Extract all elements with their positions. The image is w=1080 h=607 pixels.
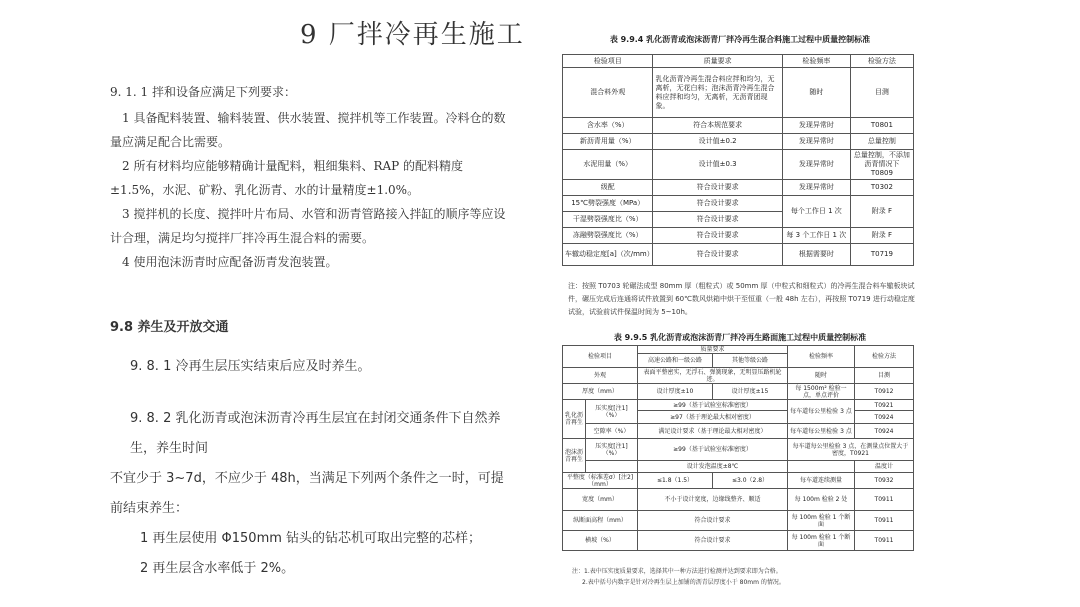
header-cell: 检验频率: [782, 55, 850, 68]
cell: ≤1.8（1.5）: [638, 473, 713, 489]
cell: 发现异常时: [782, 134, 850, 150]
cell: 水泥用量（%）: [563, 150, 653, 180]
cell: 每车道每公里检验 3 点，在测量点位置大于密度，T0921: [788, 439, 914, 461]
table-row: [563, 511, 914, 531]
cell: 总量控制: [850, 134, 913, 150]
cell: T0801: [850, 118, 913, 134]
cell: T0911: [855, 511, 914, 531]
cell: T0924: [855, 424, 914, 439]
cell: 混合料外观: [563, 68, 653, 118]
header-cell: 其他等级公路: [713, 354, 788, 368]
cell: 附录 F: [850, 196, 913, 228]
cell: 设计值±0.3: [653, 150, 782, 180]
paragraph-9-8-1: 9. 8. 1 冷再生层压实结束后应及时养生。: [130, 359, 371, 374]
cell: T0924: [855, 411, 914, 424]
condition-2: 2 再生层含水率低于 2%。: [140, 561, 295, 576]
cell: 随时: [788, 368, 855, 384]
table-row: [563, 531, 914, 551]
cell: 设计厚度±15: [713, 384, 788, 400]
cell: ≥99（基于试验室标准密度）: [638, 400, 788, 411]
cell: ≥99（基于试验室标准密度）: [638, 439, 788, 461]
note-line: 注：1.表中压实度质量要求，选择其中一种方法进行检测并达到要求即为合格。: [572, 568, 782, 575]
cell: 平整度（标准差σ）[注2]（mm）: [563, 473, 638, 489]
cell: 空隙率（%）: [586, 424, 638, 439]
table-row: [563, 244, 914, 266]
cell: 每 1500m² 检验一点，单点评价: [788, 384, 855, 400]
cell: 冻融劈裂强度比（%）: [563, 228, 653, 244]
cell: 乳化沥青冷再生混合料应拌和均匀，无离析，无花白料；泡沫沥青冷再生混合料应拌和均匀，无离析，无沥青团现象。: [653, 68, 782, 118]
header-cell: 检验方法: [855, 346, 914, 368]
header-cell: 质量要求: [638, 346, 788, 354]
cell: 乳化沥青再生: [563, 400, 586, 439]
cell: 符合设计要求: [653, 228, 782, 244]
cell: 宽度（mm）: [563, 489, 638, 511]
cell: ≥97（基于理论最大相对密度）: [638, 411, 788, 424]
header-cell: 高速公路和一级公路: [638, 354, 713, 368]
section-heading: 9. 1. 1 拌和设备应满足下列要求：: [110, 85, 296, 99]
cell: 压实度[注1]（%）: [586, 439, 638, 461]
cell: 满足设计要求（基于理论最大相对密度）: [638, 424, 788, 439]
table-9-9-5: [562, 345, 914, 551]
table-row: [563, 150, 914, 180]
paragraph-9-8-2-line1: 9. 8. 2 乳化沥青或泡沫沥青冷再生层宜在封闭交通条件下自然养生，养生时间: [130, 411, 501, 456]
table-row: [563, 134, 914, 150]
cell: 每 100m 检验 2 处: [788, 489, 855, 511]
list-item: 4 使用泡沫沥青时应配备沥青发泡装置。: [122, 255, 338, 269]
table-9-9-4-note: 注：按照 T0703 轮碾法成型 80mm 厚（粗粒式）或 50mm 厚（中粒式和细粒式）的冷再生混合料车辙板块试件，碾压完成后连通将试件放置到 60℃数风烘箱中烘干至恒重（一般 48h 左右），再按照 T0719 进行动稳定度试验，试验前试件保温时间为 5~10h。: [568, 282, 915, 316]
table-9-9-5-caption: 表 9.9.5 乳化沥青或泡沫沥青厂拌冷再生路面施工过程中质量控制标准: [613, 333, 867, 342]
paragraph-9-8-2-line2: 不宜少于 3~7d，不应少于 48h，当满足下列两个条件之一时，可提前结束养生：: [110, 471, 504, 516]
cell: 温度计: [855, 461, 914, 473]
table-9-9-4: [562, 54, 914, 266]
section-9-8: [110, 352, 510, 584]
cell: T0302: [850, 180, 913, 196]
header-cell: 检验项目: [563, 346, 638, 368]
cell: 级配: [563, 180, 653, 196]
cell: 纵断面高程（mm）: [563, 511, 638, 531]
table-row: [563, 439, 914, 461]
section-9-1-1: [110, 80, 515, 274]
header-cell: 检验项目: [563, 55, 653, 68]
list-item: 3 搅拌机的长度、搅拌叶片布局、水管和沥青管路接入拌缸的顺序等应设计合理，满足均匀搅拌厂拌冷再生混合料的需要。: [110, 207, 506, 245]
cell: 表面平整密实，无浮石、弹簧现象，无明显压路机轮迹。: [638, 368, 788, 384]
condition-1: 1 再生层使用 Φ150mm 钻头的钻芯机可取出完整的芯样；: [140, 531, 482, 546]
cell: 15℃劈裂强度（MPa）: [563, 196, 653, 212]
cell: 符合设计要求: [653, 196, 782, 212]
section-9-8-title: 9.8 养生及开放交通: [110, 320, 229, 335]
cell: 总量控制，不添加沥青情况下 T0809: [850, 150, 913, 180]
list-item: 1 具备配料装置、输料装置、供水装置、搅拌机等工作装置。冷料仓的数量应满足配合比需要。: [110, 111, 506, 149]
cell: 车辙动稳定度[a]（次/mm）: [563, 244, 653, 266]
table-row: [563, 489, 914, 511]
table-9-9-4-caption: 表 9.9.4 乳化沥青或泡沫沥青厂拌冷再生混合料施工过程中质量控制标准: [609, 35, 871, 44]
cell: 符合本规范要求: [653, 118, 782, 134]
cell: 设计值±0.2: [653, 134, 782, 150]
cell: 设计发泡温度±8℃: [638, 461, 788, 473]
cell: 目测: [855, 368, 914, 384]
header-cell: 质量要求: [653, 55, 782, 68]
table-header-row: [563, 346, 914, 354]
table-row: [563, 424, 914, 439]
cell: 发现异常时: [782, 180, 850, 196]
cell: 随时: [782, 68, 850, 118]
table-row: [563, 473, 914, 489]
table-row: [563, 180, 914, 196]
cell: 每车道每公里检验 3 点: [788, 424, 855, 439]
cell: ≤3.0（2.8）: [713, 473, 788, 489]
cell: 含水率（%）: [563, 118, 653, 134]
table-9-9-5-notes: [572, 566, 917, 588]
cell: 每车道连续测量: [788, 473, 855, 489]
cell: 符合设计要求: [638, 511, 788, 531]
table-header-row: [563, 55, 914, 68]
cell: 厚度（mm）: [563, 384, 638, 400]
cell: 每 100m 检验 1 个断面: [788, 511, 855, 531]
cell: 发现异常时: [782, 150, 850, 180]
cell: 每车道每公里检验 3 点: [788, 400, 855, 424]
cell: 附录 F: [850, 228, 913, 244]
table-row: [563, 228, 914, 244]
cell: 横坡（%）: [563, 531, 638, 551]
page-title: 9 厂拌冷再生施工: [300, 20, 525, 50]
table-row: [563, 368, 914, 384]
table-row: [563, 384, 914, 400]
cell: T0932: [855, 473, 914, 489]
cell: 符合设计要求: [653, 244, 782, 266]
cell: 符合设计要求: [638, 531, 788, 551]
cell: 每个工作日 1 次: [782, 196, 850, 228]
cell: 压实度[注1]（%）: [586, 400, 638, 424]
cell: T0921: [855, 400, 914, 411]
cell: T0911: [855, 489, 914, 511]
list-item: 2 所有材料均应能够精确计量配料，粗细集料、RAP 的配料精度±1.5%，水泥、矿粉、乳化沥青、水的计量精度±1.0%。: [110, 159, 464, 197]
cell: 新沥青用量（%）: [563, 134, 653, 150]
cell: 泡沫沥青再生: [563, 439, 586, 473]
table-row: [563, 196, 914, 212]
cell: 目测: [850, 68, 913, 118]
header-cell: 检验频率: [788, 346, 855, 368]
table-row: [563, 68, 914, 118]
cell: T0719: [850, 244, 913, 266]
cell: 符合设计要求: [653, 180, 782, 196]
cell: 干湿劈裂强度比（%）: [563, 212, 653, 228]
table-row: [563, 118, 914, 134]
note-line: 2.表中括号内数字是针对冷再生层上加铺的沥青层厚度小于 80mm 的情况。: [582, 579, 785, 586]
header-cell: 检验方法: [850, 55, 913, 68]
cell: T0911: [855, 531, 914, 551]
cell: 外观: [563, 368, 638, 384]
cell: T0912: [855, 384, 914, 400]
table-row: [563, 461, 914, 473]
cell: 发现异常时: [782, 118, 850, 134]
cell: 每 3 个工作日 1 次: [782, 228, 850, 244]
cell: 符合设计要求: [653, 212, 782, 228]
cell: 设计厚度±10: [638, 384, 713, 400]
cell: 不小于设计宽度，边缘线整齐、顺适: [638, 489, 788, 511]
table-row: [563, 400, 914, 411]
cell: 根据需要时: [782, 244, 850, 266]
cell: 每 100m 检验 1 个断面: [788, 531, 855, 551]
